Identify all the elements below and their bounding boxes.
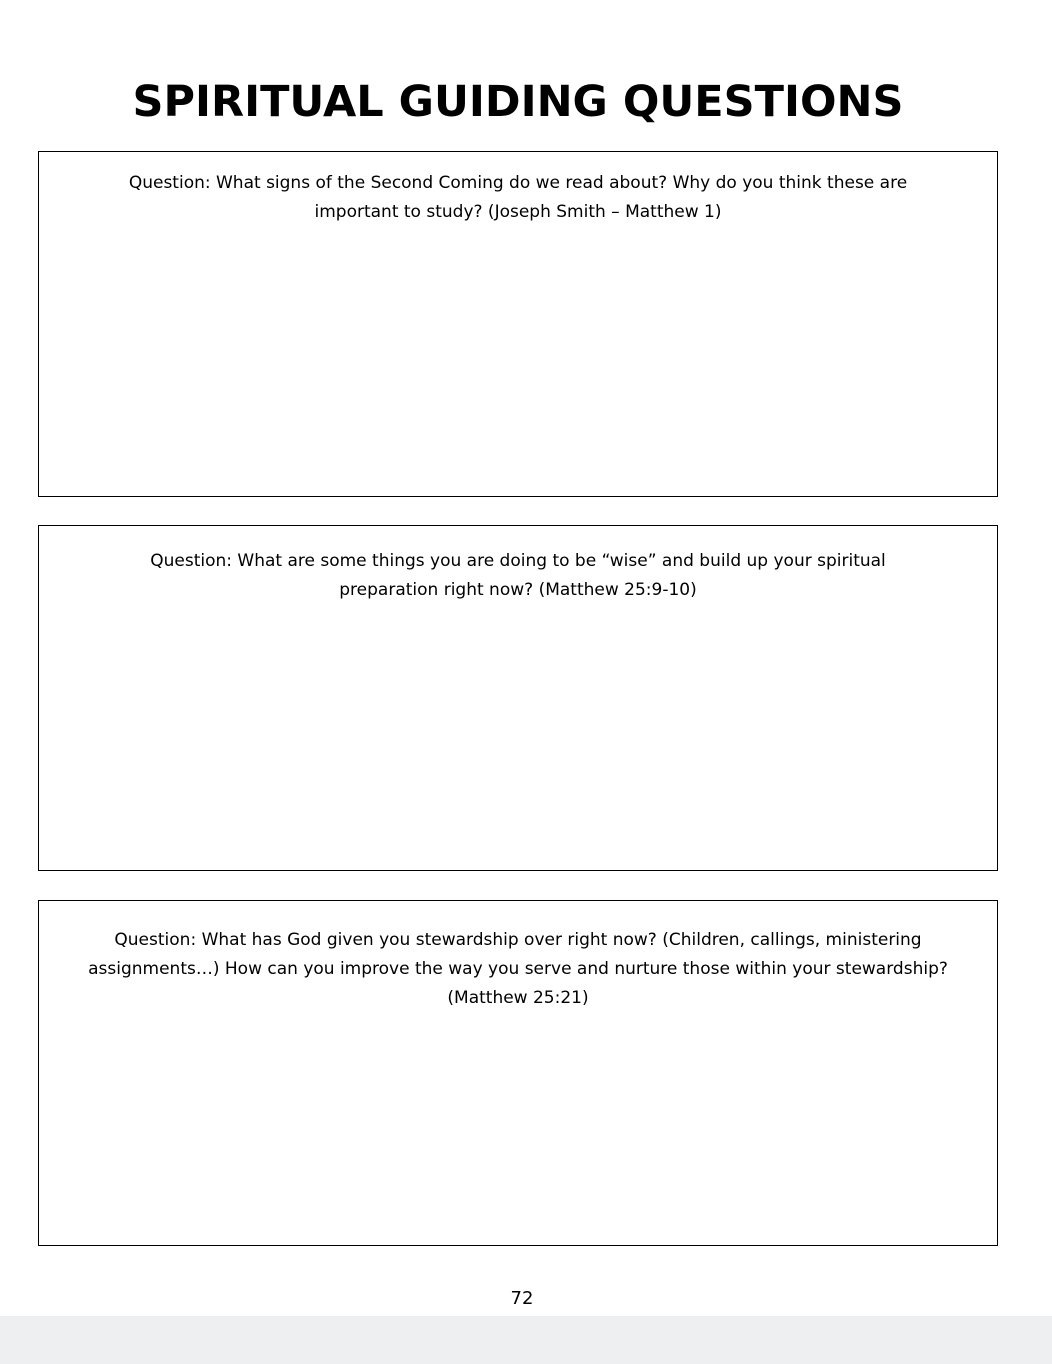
answer-box-2[interactable] bbox=[38, 525, 998, 871]
question-text-1: Question: What signs of the Second Coming do we read about? Why do you think these are important to study? (Joseph Smith – Matthew 1) bbox=[128, 173, 908, 222]
viewer-bottom-bar bbox=[0, 1316, 1052, 1364]
page-number: 72 bbox=[510, 1288, 534, 1309]
answer-box-1[interactable] bbox=[38, 151, 998, 497]
question-text-2: Question: What are some things you are doing to be “wise” and build up your spiritual preparation right now? (Matthew 25:9-10) bbox=[150, 551, 886, 600]
answer-box-3[interactable] bbox=[38, 900, 998, 1246]
page-title: SPIRITUAL GUIDING QUESTIONS bbox=[132, 77, 904, 127]
question-text-3: Question: What has God given you stewardship over right now? (Children, callings, ministering assignments…) How can you improve the way you serve and nurture those within your stewardship? (Matthew 25:21) bbox=[88, 930, 948, 1008]
